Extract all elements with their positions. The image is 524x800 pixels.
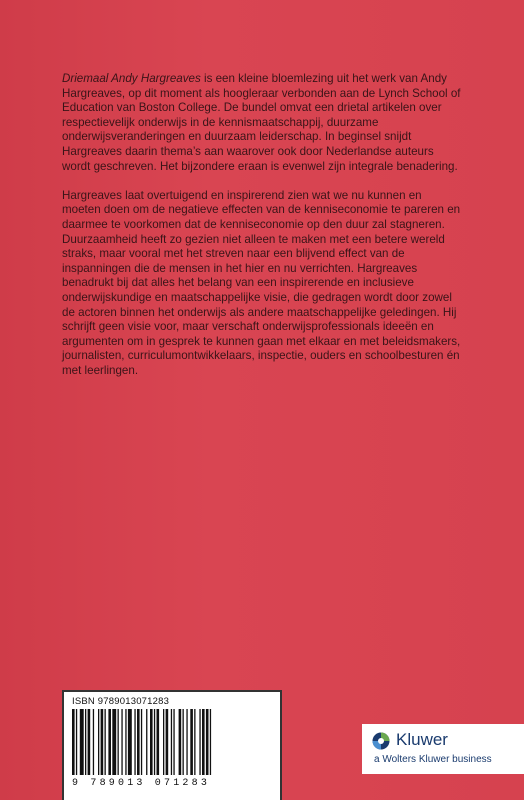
barcode-bar [210, 709, 211, 775]
barcode-digits: 9 789013 071283 [72, 778, 211, 789]
barcode-bar [137, 709, 140, 775]
blurb-paragraph-2: Hargreaves laat overtuigend en inspirerend zien wat we nu kunnen en moeten doen om de negatieve effecten van de kenniseconomie te pareren en daarmee te voorkomen dat de kenniseconomie op den duur zal stagneren. Duurzaamheid heeft zo gezien niet alleen te maken met een betere wereld straks, maar vooral met het streven naar een blijvend effect van de inspanningen die de mensen in het hier en nu verrichten. Hargreaves benadrukt bij dat alles het belang van een inspirerende en inclusieve onderwijskundige en maatschappelijke visie, die gedragen wordt door zowel de actoren binnen het onderwijs als andere maatschappelijke geledingen. Hij schrijft geen visie voor, maar verschaft onderwijsprofessionals ideeën en argumenten om in gesprek te kunnen gaan met elkaar en met beleidsmakers, journalisten, curriculumontwikkelaars, inspectie, ouders en schoolbesturen én met leerlingen. [62, 188, 461, 377]
barcode-bar [134, 709, 135, 775]
barcode-bar [112, 709, 116, 775]
barcode-bar [194, 709, 195, 775]
blurb-text [62, 72, 462, 393]
barcode-bar [125, 709, 126, 775]
barcode-bar [150, 709, 153, 775]
barcode-bar [206, 709, 209, 775]
barcode-icon [72, 709, 272, 775]
barcode-bar [171, 709, 172, 775]
barcode-bar [190, 709, 193, 775]
publisher-name: Kluwer [396, 730, 448, 749]
barcode-bar [105, 709, 106, 775]
blurb-paragraph-1-text: is een kleine bloemlezing uit het werk van Andy Hargreaves, op dit moment als hoogleraar verbonden aan de Lynch School of Education van Boston College. De bundel omvat een drietal artikelen over respectievelijk onderwijs in de kennismaatschappij, duurzame onderwijsveranderingen en duurzaam leiderschap. In beginsel snijdt Hargreaves daarin thema’s aan waarover ook door Nederlandse auteurs wordt geschreven. Het bijzondere eraan is evenwel zijn integrale benadering. [62, 72, 461, 173]
barcode-bar [163, 709, 164, 775]
publisher-logo-panel [362, 724, 524, 774]
barcode-bar [118, 709, 119, 775]
barcode-bar [88, 709, 91, 775]
barcode-bar [186, 709, 187, 775]
blurb-paragraph-1 [62, 72, 462, 174]
barcode-bar [199, 709, 200, 775]
barcode-bar [85, 709, 86, 775]
barcode-bar [166, 709, 169, 775]
barcode-panel [62, 690, 282, 800]
barcode-bar [93, 709, 94, 775]
barcode-bar [179, 709, 182, 775]
barcode-bar [80, 709, 84, 775]
barcode-bar [128, 709, 132, 775]
barcode-bar [76, 709, 77, 775]
barcode-bar [98, 709, 99, 775]
barcode-bar [146, 709, 147, 775]
barcode-bar [183, 709, 184, 775]
barcode-bar [141, 709, 142, 775]
barcode-bar [157, 709, 160, 775]
barcode-bar [101, 709, 104, 775]
barcode-bar [173, 709, 174, 775]
kluwer-globe-icon [372, 732, 390, 750]
book-title-italic: Driemaal Andy Hargreaves [62, 72, 201, 85]
publisher-tagline: a Wolters Kluwer business [374, 754, 492, 765]
barcode-bar [154, 709, 155, 775]
barcode-bar [121, 709, 122, 775]
barcode-bar [72, 709, 75, 775]
isbn-label: ISBN 9789013071283 [72, 696, 170, 707]
barcode-bar [202, 709, 205, 775]
barcode-bar [108, 709, 111, 775]
